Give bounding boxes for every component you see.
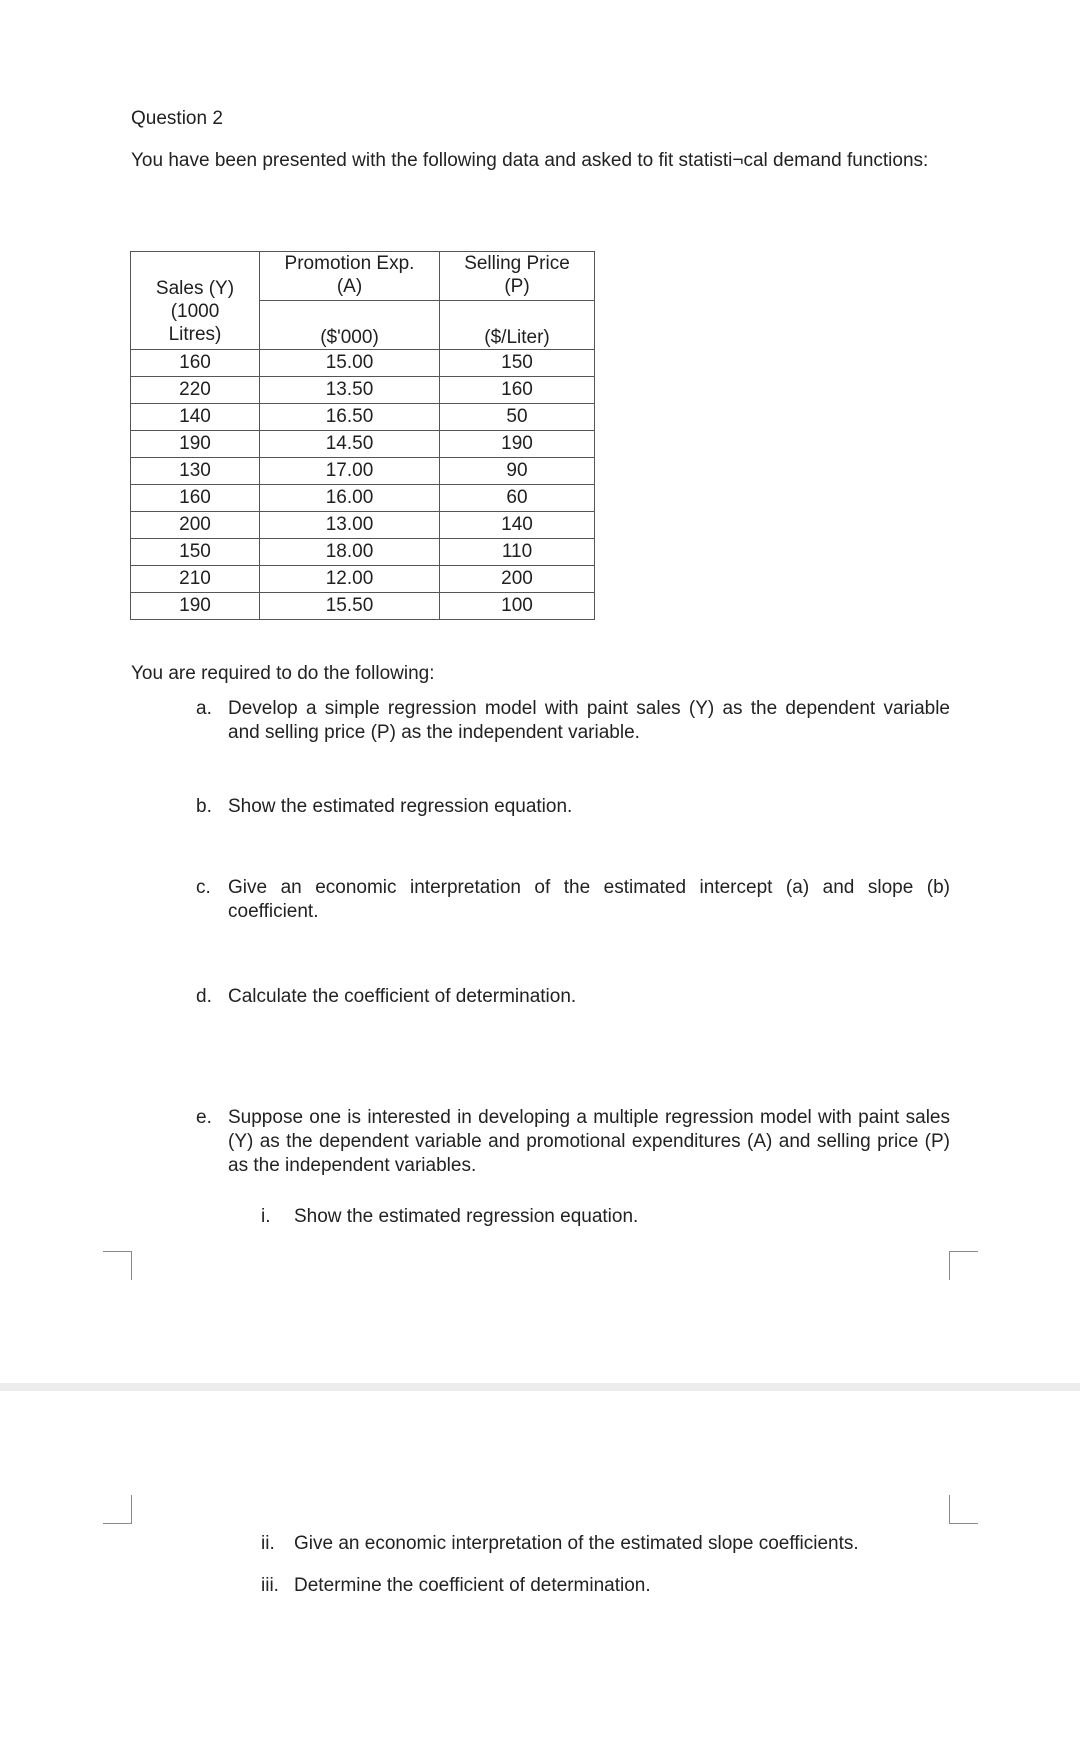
cell-sales: 190 [131, 593, 260, 620]
table-row [131, 404, 595, 431]
subrequirement-ii [261, 1532, 950, 1556]
cell-price: 140 [440, 512, 595, 539]
cell-sales: 150 [131, 539, 260, 566]
table-row [131, 593, 595, 620]
requirement-text: Show the estimated regression equation. [228, 796, 573, 817]
cell-sales: 210 [131, 566, 260, 593]
table-header-row [131, 252, 595, 301]
cell-price: 50 [440, 404, 595, 431]
cell-price: 190 [440, 431, 595, 458]
page-break [0, 1383, 1080, 1391]
cell-promotion: 18.00 [260, 539, 440, 566]
header-sales-line3: Litres) [168, 324, 222, 345]
header-price-line1: Selling Price [464, 253, 570, 274]
header-sales-line2: (1000 [170, 301, 220, 322]
subrequirement-marker: ii. [261, 1533, 275, 1554]
crop-mark-bottom-right [949, 1495, 978, 1524]
requirement-marker: b. [196, 796, 212, 817]
subrequirement-i [261, 1205, 950, 1229]
cell-sales: 220 [131, 377, 260, 404]
cell-price: 90 [440, 458, 595, 485]
requirement-text: Develop a simple regression model with paint sales (Y) as the dependent variable and selling price (P) as the independent variable. [228, 698, 950, 743]
question-title: Question 2 [131, 108, 223, 129]
table-row [131, 485, 595, 512]
cell-price: 150 [440, 350, 595, 377]
cell-promotion: 16.00 [260, 485, 440, 512]
requirement-marker: a. [196, 698, 212, 719]
requirement-e [196, 1106, 950, 1178]
requirement-c [196, 876, 950, 924]
requirements-intro: You are required to do the following: [131, 663, 435, 684]
cell-price: 60 [440, 485, 595, 512]
table-body [131, 350, 595, 620]
subrequirement-marker: iii. [261, 1575, 279, 1596]
table-row [131, 458, 595, 485]
table-row [131, 431, 595, 458]
cell-promotion: 13.50 [260, 377, 440, 404]
table-row [131, 350, 595, 377]
cell-promotion: 15.00 [260, 350, 440, 377]
header-sales [131, 252, 260, 350]
cell-sales: 190 [131, 431, 260, 458]
document-page-2 [0, 1391, 1080, 1763]
header-price-line2: (P) [504, 276, 530, 297]
cell-price: 200 [440, 566, 595, 593]
cell-promotion: 15.50 [260, 593, 440, 620]
subrequirement-text: Determine the coefficient of determination. [294, 1575, 651, 1596]
header-promotion [260, 252, 440, 301]
cell-sales: 160 [131, 485, 260, 512]
requirement-text: Give an economic interpretation of the estimated intercept (a) and slope (b) coefficient. [228, 877, 950, 922]
requirement-text: Suppose one is interested in developing a multiple regression model with paint sales (Y) as the dependent variable and promotional expenditures (A) and selling price (P) as the independent variables. [228, 1107, 950, 1176]
data-table [130, 251, 595, 620]
header-price-unit: ($/Liter) [440, 301, 595, 350]
cell-promotion: 17.00 [260, 458, 440, 485]
header-promotion-line1: Promotion Exp. [284, 253, 415, 274]
header-price [440, 252, 595, 301]
table-row [131, 539, 595, 566]
question-intro: You have been presented with the following data and asked to fit statisti¬cal demand functions: [131, 150, 929, 171]
subrequirement-iii [261, 1574, 950, 1598]
header-promotion-unit: ($'000) [260, 301, 440, 350]
cell-price: 100 [440, 593, 595, 620]
cell-promotion: 14.50 [260, 431, 440, 458]
table-row [131, 512, 595, 539]
requirement-b [196, 795, 950, 819]
cell-sales: 140 [131, 404, 260, 431]
cell-sales: 160 [131, 350, 260, 377]
requirement-d [196, 985, 950, 1009]
cell-sales: 200 [131, 512, 260, 539]
table-row [131, 566, 595, 593]
header-sales-line1: Sales (Y) [155, 278, 235, 299]
cell-promotion: 13.00 [260, 512, 440, 539]
header-promotion-line2: (A) [336, 276, 363, 297]
cell-promotion: 16.50 [260, 404, 440, 431]
requirement-marker: c. [196, 877, 211, 898]
requirement-marker: d. [196, 986, 212, 1007]
requirement-text: Calculate the coefficient of determination. [228, 986, 577, 1007]
subrequirement-marker: i. [261, 1206, 271, 1227]
crop-mark-top-right [949, 1251, 978, 1280]
crop-mark-top-left [103, 1251, 132, 1280]
cell-price: 110 [440, 539, 595, 566]
requirement-a [196, 697, 950, 745]
subrequirement-text: Show the estimated regression equation. [294, 1206, 639, 1227]
cell-price: 160 [440, 377, 595, 404]
crop-mark-bottom-left [103, 1495, 132, 1524]
cell-sales: 130 [131, 458, 260, 485]
table-row [131, 377, 595, 404]
subrequirement-text: Give an economic interpretation of the estimated slope coefficients. [294, 1533, 859, 1554]
requirement-marker: e. [196, 1107, 212, 1128]
cell-promotion: 12.00 [260, 566, 440, 593]
